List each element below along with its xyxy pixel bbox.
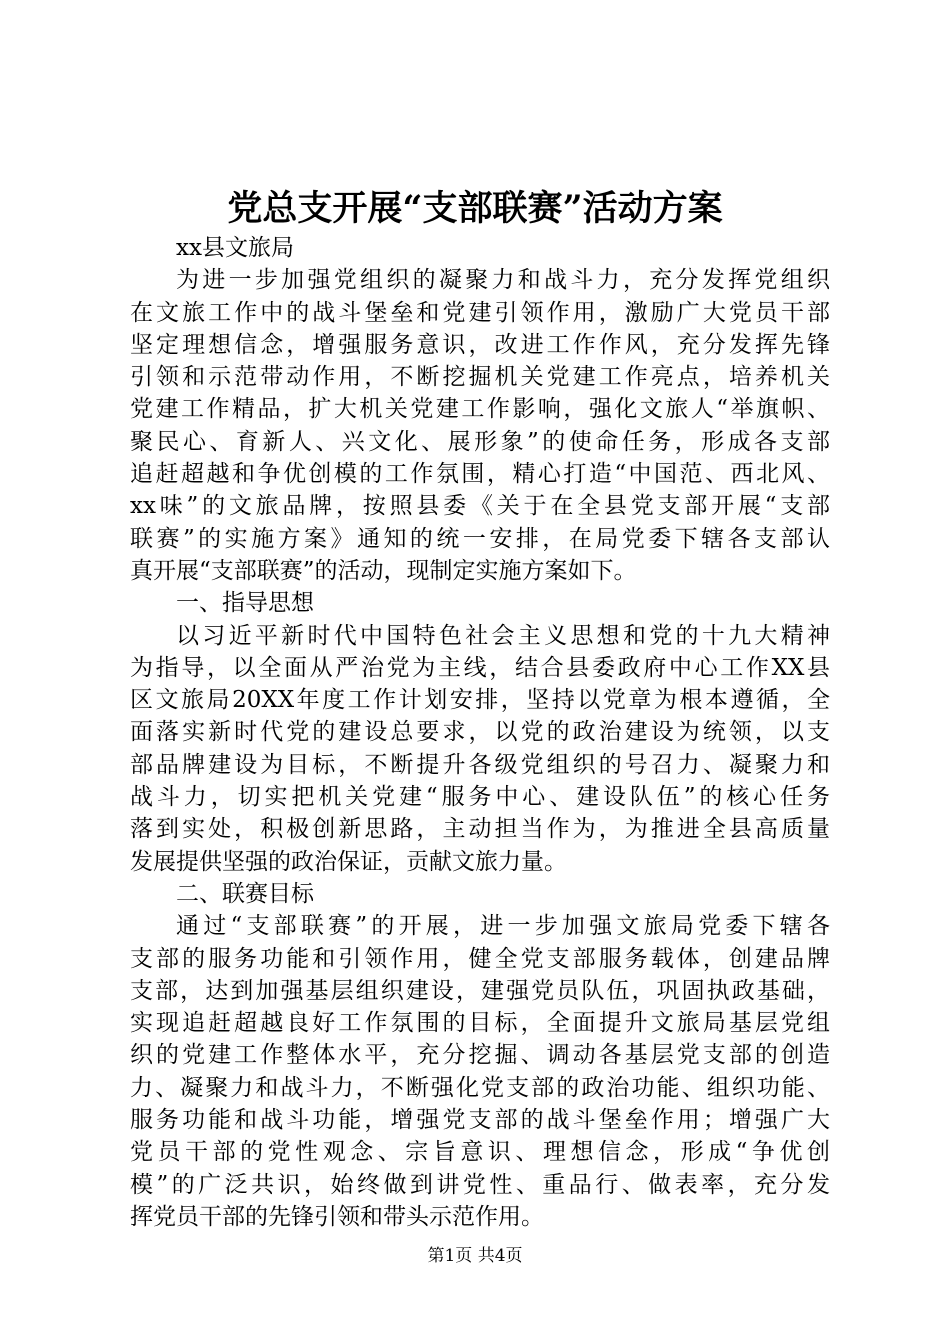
paragraph-line: 以习近平新时代中国特色社会主义思想和党的十九大精神 xyxy=(176,622,830,649)
section-heading: 二、联赛目标 xyxy=(176,880,314,907)
section-heading: 一、指导思想 xyxy=(176,590,314,617)
document-title: 党总支开展“支部联赛”活动方案 xyxy=(227,188,723,229)
paragraph-line: 力、凝聚力和战斗力，不断强化党支部的政治功能、组织功能、 xyxy=(130,1074,830,1101)
paragraph-line: 坚定理想信念，增强服务意识，改进工作作风，充分发挥先锋 xyxy=(130,331,830,358)
paragraph-line: 落到实处，积极创新思路，主动担当作为，为推进全县高质量 xyxy=(130,816,830,843)
paragraph-line: 为指导，以全面从严治党为主线，结合县委政府中心工作XX县 xyxy=(130,654,830,681)
page-number-footer: 第1页 共4页 xyxy=(427,1246,523,1266)
paragraph-line: xx味”的文旅品牌，按照县委《关于在全县党支部开展“支部 xyxy=(130,493,830,520)
paragraph-line: 实现追赶超越良好工作氛围的目标，全面提升文旅局基层党组 xyxy=(130,1010,830,1037)
paragraph-line: 联赛”的实施方案》通知的统一安排，在局党委下辖各支部认 xyxy=(130,525,830,552)
document-body xyxy=(130,232,830,1233)
paragraph-line: 党建工作精品，扩大机关党建工作影响，强化文旅人“举旗帜、 xyxy=(130,396,830,423)
paragraph-line: 支部，达到加强基层组织建设，建强党员队伍，巩固执政基础， xyxy=(130,977,830,1004)
paragraph-line: 织的党建工作整体水平，充分挖掘、调动各基层党支部的创造 xyxy=(130,1042,830,1069)
paragraph-line: 服务功能和战斗功能，增强党支部的战斗堡垒作用；增强广大 xyxy=(130,1107,830,1134)
paragraph-line: 为进一步加强党组织的凝聚力和战斗力，充分发挥党组织 xyxy=(176,267,830,294)
paragraph-line: 发展提供坚强的政治保证，贡献文旅力量。 xyxy=(130,848,567,875)
paragraph-line: 模”的广泛共识，始终做到讲党性、重品行、做表率，充分发 xyxy=(130,1171,830,1198)
paragraph-line: 区文旅局20XX年度工作计划安排，坚持以党章为根本遵循，全 xyxy=(130,687,830,714)
paragraph-line: 党员干部的党性观念、宗旨意识、理想信念，形成“争优创 xyxy=(130,1139,830,1166)
paragraph-line: 部品牌建设为目标，不断提升各级党组织的号召力、凝聚力和 xyxy=(130,751,830,778)
paragraph-line: 聚民心、育新人、兴文化、展形象”的使命任务，形成各支部 xyxy=(130,428,830,455)
paragraph-line: 在文旅工作中的战斗堡垒和党建引领作用，激励广大党员干部 xyxy=(130,299,830,326)
paragraph-line: 支部的服务功能和引领作用，健全党支部服务载体，创建品牌 xyxy=(130,945,830,972)
author-line: xx县文旅局 xyxy=(176,235,294,261)
paragraph-line: 通过“支部联赛”的开展，进一步加强文旅局党委下辖各 xyxy=(176,913,830,940)
paragraph-line: 战斗力，切实把机关党建“服务中心、建设队伍”的核心任务 xyxy=(130,784,830,811)
paragraph-line: 引领和示范带动作用，不断挖掘机关党建工作亮点，培养机关 xyxy=(130,364,830,391)
paragraph-line: 真开展“支部联赛”的活动，现制定实施方案如下。 xyxy=(130,557,637,584)
paragraph-line: 面落实新时代党的建设总要求，以党的政治建设为统领，以支 xyxy=(130,719,830,746)
paragraph-line: 挥党员干部的先锋引领和带头示范作用。 xyxy=(130,1203,544,1230)
paragraph-line: 追赶超越和争优创模的工作氛围，精心打造“中国范、西北风、 xyxy=(130,461,830,488)
